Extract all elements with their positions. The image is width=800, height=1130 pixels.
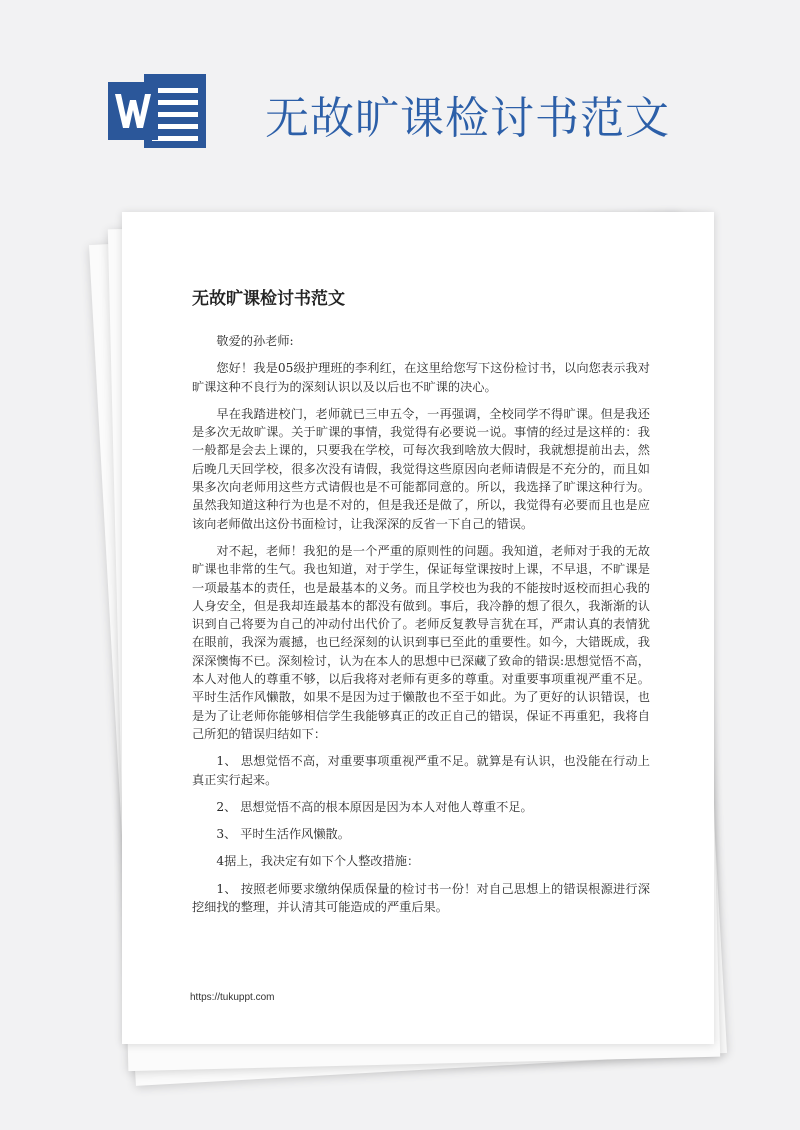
paragraph: 4据上，我决定有如下个人整改措施： xyxy=(216,854,420,869)
paragraph: 您好！我是05级护理班的李利红，在这里给您写下这份检讨书，以向您表示我对旷课这种不良行为的深刻认识以及以后也不旷课的决心。 xyxy=(192,361,650,394)
list-item: 1、 按照老师要求缴纳保质保量的检讨书一份！对自己思想上的错误根源进行深挖细找的整理，并认清其可能造成的严重后果。 xyxy=(192,881,650,915)
list-item: 2、 思想觉悟不高的根本原因是因为本人对他人尊重不足。 xyxy=(216,799,533,814)
salutation: 敬爱的孙老师: xyxy=(216,334,294,348)
document-title: 无故旷课检讨书范文 xyxy=(192,289,345,309)
footer-url[interactable]: https://tukuppt.com xyxy=(190,992,275,1003)
document-page xyxy=(122,212,714,1044)
list-item: 3、 平时生活作风懒散。 xyxy=(216,827,350,842)
paragraph: 早在我踏进校门，老师就已三申五令，一再强调，全校同学不得旷课。但是我还是多次无故旷课。关于旷课的事情，我觉得有必要说一说。事情的经过是这样的：我一般都是会去上课的，只要我在学校，可每次我到啥放大假时，我就想提前出去，然后晚几天回学校，很多次没有请假，我觉得这些原因向老师请假是不充分的，而且如果多次向老师用这些方式请假也是不可能都同意的。所以，我选择了旷课这种行为。虽然我知道这种行为也是不对的，但是我还是做了，所以，我觉得有必要而且也是应该向老师做出这份书面检讨，让我深深的反省一下自己的错误。 xyxy=(192,406,650,531)
document-body xyxy=(192,332,650,925)
paragraph: 对不起，老师！我犯的是一个严重的原则性的问题。我知道，老师对于我的无故旷课也非常的生气。我也知道，对于学生，保证每堂课按时上课，不早退，不旷课是一项最基本的责任，也是最基本的义务。而且学校也为我的不能按时返校而担心我的人身安全，但是我却连最基本的都没有做到。事后，我冷静的想了很久，我渐渐的认识到自己将要为自己的冲动付出代价了。老师反复教导言犹在耳，严肃认真的表情犹在眼前，我深为震撼，也已经深刻的认识到事已至此的重要性。如今，大错既成，我深深懊悔不已。深刻检讨，认为在本人的思想中已深藏了致命的错误:思想觉悟不高，本人对他人的尊重不够，以后我将对老师有更多的尊重。对重要事项重视严重不足。平时生活作风懒散，如果不是因为过于懒散也不至于如此。为了更好的认识错误，也是为了让老师你能够相信学生我能够真正的改正自己的错误，保证不再重犯，我将自己所犯的错误归结如下： xyxy=(192,543,650,741)
page-heading: 无故旷课检讨书范文 xyxy=(265,93,670,144)
word-document-icon xyxy=(108,68,210,154)
list-item: 1、 思想觉悟不高，对重要事项重视严重不足。就算是有认识，也没能在行动上真正实行起来。 xyxy=(192,754,650,787)
